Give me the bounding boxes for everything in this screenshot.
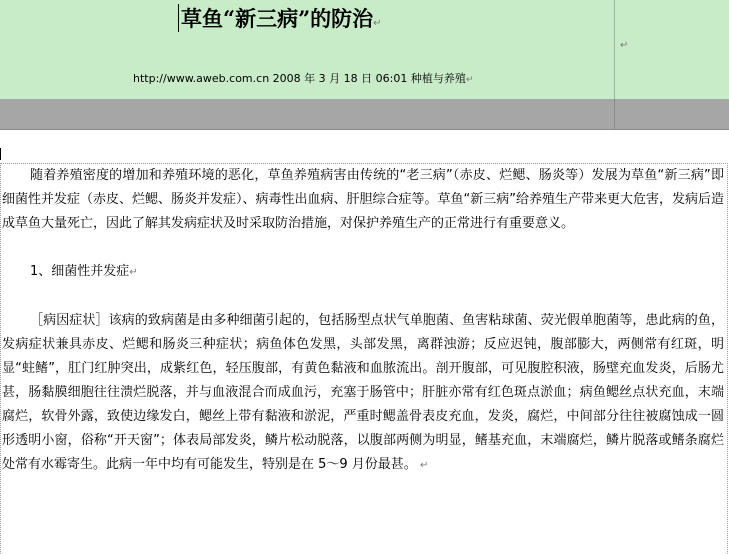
section-heading-text: 1、细菌性并发症 bbox=[30, 264, 130, 279]
paragraph-mark-icon: ↵ bbox=[129, 267, 138, 278]
table-divider bbox=[614, 99, 615, 129]
paragraph-mark-icon: ↵ bbox=[465, 75, 474, 85]
article-title[interactable] bbox=[181, 4, 382, 34]
paragraph-spacer bbox=[2, 285, 724, 309]
source-line[interactable] bbox=[133, 70, 473, 86]
article-body[interactable] bbox=[2, 164, 724, 478]
paragraph-mark-icon: ↵ bbox=[373, 18, 382, 29]
section-heading[interactable] bbox=[2, 260, 724, 285]
symptoms-paragraph[interactable] bbox=[2, 309, 724, 478]
intro-text: 随着养殖密度的增加和养殖环境的恶化，草鱼养殖病害由传统的“老三病”（赤皮、烂鳃、肠炎等）发展为草鱼“新三病”即细菌性并发症（赤皮、烂鳃、肠炎并发症）、病毒性出血病、肝胆综合症等。草鱼“新三病”给养殖生产带来更大危害，发病后造成草鱼大量死亡，因此了解其发病症状及时采取防治措施，对保护养殖生产的正常进行有重要意义。 bbox=[2, 168, 724, 231]
cell-end-mark-icon: ↵ bbox=[620, 40, 629, 51]
table-shaded-row bbox=[0, 99, 729, 130]
symptoms-text: ［病因症状］该病的致病菌是由多种细菌引起的，包括肠型点状气单胞菌、鱼害粘球菌、荧光假单胞菌等，患此病的鱼，发病症状兼具赤皮、烂鳃和肠炎三种症状；病鱼体色发黑，头部发黑，离群浊游；反应迟钝，腹部膨大，两侧常有红斑，明显“蛀鳍”，肛门红肿突出，成紫红色，轻压腹部，有黄色黏液和血脓流出。剖开腹部，可见腹腔积液，肠壁充血发炎，后肠尤甚，肠黏膜细胞往往溃烂脱落，并与血液混合而成血污，充塞于肠管中；肝脏亦常有红色斑点淤血；病鱼鳃丝点状充血，末端腐烂，软骨外露，致使边缘发白，鳃丝上带有黏液和淤泥，严重时鳃盖骨表皮充血，发炎，腐烂，中间部分往往被腐蚀成一圆形透明小窗，俗称“开天窗”；体表局部发炎，鳞片松动脱落，以腹部两侧为明显，鳍基充血，末端腐烂，鳞片脱落或鳍条腐烂处常有水霉寄生。此病一年中均有可能发生，特别是在 5～9 月份最甚。 bbox=[2, 313, 724, 472]
text-cursor bbox=[178, 4, 179, 32]
paragraph-mark-icon: ↵ bbox=[416, 460, 429, 471]
source-line-text: http://www.aweb.com.cn 2008 年 3 月 18 日 06:01 种植与养殖 bbox=[133, 72, 466, 85]
article-title-text: 草鱼“新三病”的防治 bbox=[181, 6, 374, 31]
selection-marker bbox=[0, 148, 1, 160]
intro-paragraph[interactable] bbox=[2, 164, 724, 236]
paragraph-spacer bbox=[2, 236, 724, 260]
